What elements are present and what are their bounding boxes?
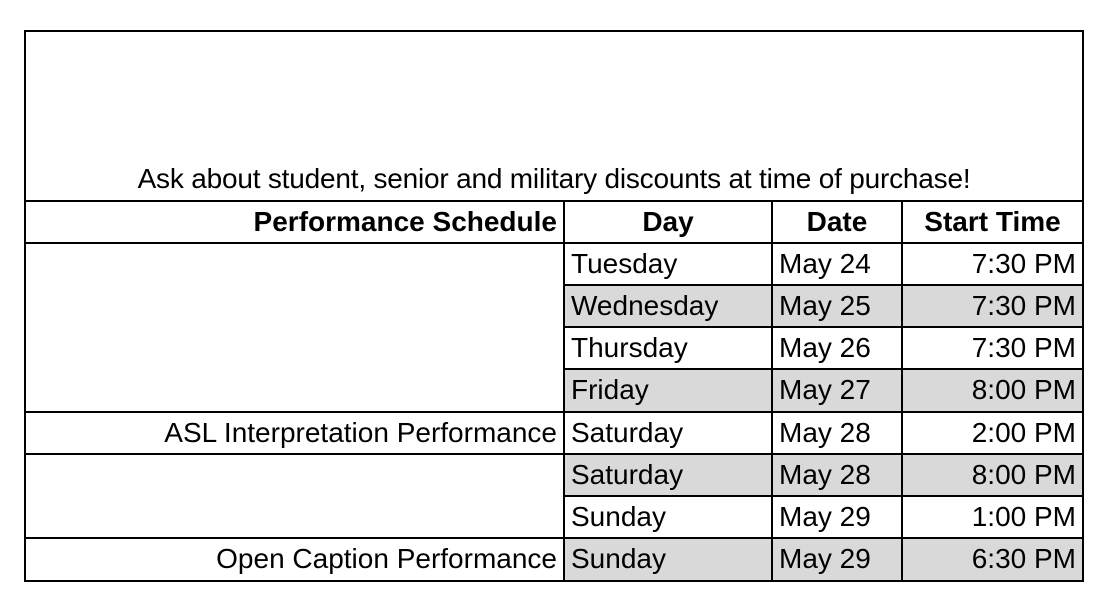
table-row xyxy=(26,243,1082,285)
cell-day: Friday xyxy=(564,369,772,411)
cell-start-time: 7:30 PM xyxy=(902,327,1082,369)
cell-day: Saturday xyxy=(564,412,772,454)
cell-start-time: 1:00 PM xyxy=(902,496,1082,538)
cell-date: May 24 xyxy=(772,243,902,285)
cell-day: Sunday xyxy=(564,496,772,538)
cell-start-time: 7:30 PM xyxy=(902,243,1082,285)
performance-schedule-table xyxy=(26,200,1082,580)
cell-day: Tuesday xyxy=(564,243,772,285)
header-start-time: Start Time xyxy=(902,201,1082,243)
table-row xyxy=(26,454,1082,496)
header-date: Date xyxy=(772,201,902,243)
row-label xyxy=(26,454,564,496)
header-day: Day xyxy=(564,201,772,243)
table-row xyxy=(26,327,1082,369)
table-row xyxy=(26,496,1082,538)
table-row xyxy=(26,538,1082,580)
cell-start-time: 2:00 PM xyxy=(902,412,1082,454)
row-label xyxy=(26,327,564,369)
cell-day: Wednesday xyxy=(564,285,772,327)
table-row xyxy=(26,412,1082,454)
table-row xyxy=(26,285,1082,327)
cell-day: Saturday xyxy=(564,454,772,496)
cell-start-time: 8:00 PM xyxy=(902,369,1082,411)
cell-day: Sunday xyxy=(564,538,772,580)
row-label xyxy=(26,369,564,411)
cell-date: May 25 xyxy=(772,285,902,327)
table-row xyxy=(26,369,1082,411)
spreadsheet-sheet xyxy=(24,30,1084,582)
cell-date: May 28 xyxy=(772,454,902,496)
cell-date: May 29 xyxy=(772,538,902,580)
cell-start-time: 6:30 PM xyxy=(902,538,1082,580)
cell-date: May 29 xyxy=(772,496,902,538)
row-label xyxy=(26,285,564,327)
row-label xyxy=(26,243,564,285)
table-header-row xyxy=(26,201,1082,243)
cell-date: May 28 xyxy=(772,412,902,454)
cell-start-time: 7:30 PM xyxy=(902,285,1082,327)
cell-date: May 26 xyxy=(772,327,902,369)
discount-notice: Ask about student, senior and military discounts at time of purchase! xyxy=(137,163,971,194)
row-label-asl-interpretation: ASL Interpretation Performance xyxy=(26,412,564,454)
cell-date: May 27 xyxy=(772,369,902,411)
cell-start-time: 8:00 PM xyxy=(902,454,1082,496)
cell-day: Thursday xyxy=(564,327,772,369)
row-label xyxy=(26,496,564,538)
row-label-open-caption: Open Caption Performance xyxy=(26,538,564,580)
header-performance-schedule: Performance Schedule xyxy=(26,201,564,243)
